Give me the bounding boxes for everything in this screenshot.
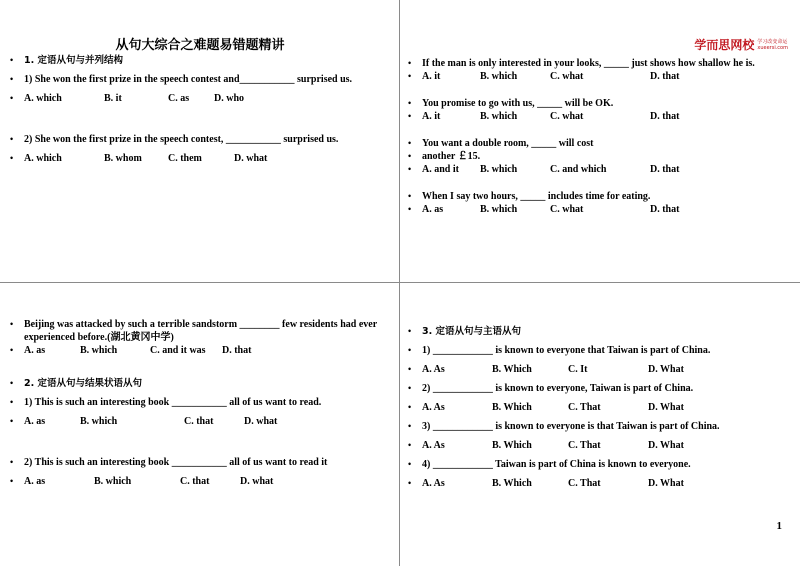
options-row: • A. as B. which C. that D. what: [10, 476, 274, 487]
option: C. that: [180, 476, 210, 487]
option: D. What: [648, 440, 684, 451]
brand-logo: [694, 36, 788, 53]
vertical-divider: [399, 0, 400, 566]
logo-subtext: 学习改变命运 xueersi.com: [757, 38, 788, 51]
option: D. who: [214, 93, 245, 104]
question: • 1) ____________ is known to everyone that Taiwan is part of China.: [408, 345, 711, 356]
question: • 2) ____________ is known to everyone, Taiwan is part of China.: [408, 383, 694, 394]
options-row: • A. which B. whom C. them D. what: [10, 153, 268, 164]
option: B. which: [480, 164, 518, 175]
section-heading: • 1. 定语从句与并列结构: [10, 55, 124, 66]
option: C. and it was: [150, 345, 206, 356]
options-row: • A. which B. it C. as D. who: [10, 93, 245, 104]
options-row: • A. As B. Which C. That D. What: [408, 478, 684, 489]
option: C. what: [550, 71, 584, 82]
option: B. Which: [492, 478, 532, 489]
option: B. Which: [492, 440, 532, 451]
question: • You promise to go with us, _____ will be OK.: [408, 98, 614, 109]
option: C. what: [550, 204, 584, 215]
options-row: • A. as B. which C. what D. that: [408, 204, 680, 215]
question: • Beijing was attacked by such a terrible sandstorm ________ few residents had ever experienced before.(湖北黄冈中学): [10, 319, 377, 343]
option: A. As: [422, 478, 445, 489]
options-row: • A. As B. Which C. That D. What: [408, 402, 684, 413]
option: C. That: [568, 478, 601, 489]
options-row: • A. as B. which C. and it was D. that: [10, 345, 252, 356]
option: C. as: [168, 93, 190, 104]
option: C. It: [568, 364, 588, 375]
panel-top-right: [408, 57, 790, 216]
option: C. and which: [550, 164, 607, 175]
option: B. which: [480, 204, 518, 215]
option: A. as: [24, 416, 46, 427]
option: B. which: [480, 71, 518, 82]
option: B. Which: [492, 364, 532, 375]
option: D. What: [648, 364, 684, 375]
option: D. what: [244, 416, 278, 427]
option: B. which: [94, 476, 132, 487]
option: D. What: [648, 402, 684, 413]
options-row: • A. it B. which C. what D. that: [408, 71, 680, 82]
option: A. and it: [422, 164, 459, 175]
option: D. that: [650, 111, 680, 122]
panel-top-left: [10, 34, 392, 165]
options-row: • A. As B. Which C. That D. What: [408, 440, 684, 451]
option: D. What: [648, 478, 684, 489]
question: • 2) This is such an interesting book ___________ all of us want to read it: [10, 457, 328, 468]
option: B. whom: [104, 153, 142, 164]
option: B. Which: [492, 402, 532, 413]
option: C. that: [184, 416, 214, 427]
section-heading: • 3. 定语从句与主语从句: [408, 326, 522, 337]
options-row: • A. As B. Which C. It D. What: [408, 364, 684, 375]
question: • If the man is only interested in your looks, _____ just shows how shallow he is.: [408, 58, 755, 69]
options-row: • A. it B. which C. what D. that: [408, 111, 680, 122]
option: C. what: [550, 111, 584, 122]
question: • When I say two hours, _____ includes time for eating.: [408, 191, 651, 202]
option: B. which: [80, 345, 118, 356]
option: A. as: [24, 476, 46, 487]
option: D. that: [650, 204, 680, 215]
option: D. that: [650, 71, 680, 82]
option: D. what: [240, 476, 274, 487]
option: A. which: [24, 153, 62, 164]
option: C. That: [568, 402, 601, 413]
question: • 3) ____________ is known to everyone is that Taiwan is part of China.: [408, 421, 720, 432]
option: A. As: [422, 402, 445, 413]
panel-bottom-right: [408, 325, 790, 490]
question: • 2) She won the first prize in the speech contest, ___________ surprised us.: [10, 134, 339, 145]
question: • 1) This is such an interesting book ___________ all of us want to read.: [10, 397, 322, 408]
option: A. as: [24, 345, 46, 356]
option: A. As: [422, 364, 445, 375]
options-row: • A. as B. which C. that D. what: [10, 416, 278, 427]
option: B. which: [80, 416, 118, 427]
option: A. it: [422, 71, 441, 82]
option: D. that: [650, 164, 680, 175]
logo-text: 学而思网校: [694, 38, 755, 52]
option: A. it: [422, 111, 441, 122]
options-row: • A. and it B. which C. and which D. that: [408, 164, 680, 175]
question: • 1) She won the first prize in the speech contest and___________ surprised us.: [10, 74, 353, 85]
question: • 4) ____________ Taiwan is part of China is known to everyone.: [408, 459, 691, 470]
question-continued: • another ￡15.: [408, 151, 481, 162]
section-heading: • 2. 定语从句与结果状语从句: [10, 378, 143, 389]
option: C. That: [568, 440, 601, 451]
option: A. As: [422, 440, 445, 451]
option: B. which: [480, 111, 518, 122]
page-title: 从句大综合之难题易错题精讲: [115, 38, 285, 53]
question: • You want a double room, _____ will cost: [408, 138, 594, 149]
option: B. it: [104, 93, 122, 104]
option: D. that: [222, 345, 252, 356]
panel-bottom-left: [10, 318, 392, 488]
horizontal-divider: [0, 282, 800, 283]
option: A. as: [422, 204, 444, 215]
page-number: 1: [776, 520, 782, 532]
option: A. which: [24, 93, 62, 104]
option: D. what: [234, 153, 268, 164]
option: C. them: [168, 153, 202, 164]
